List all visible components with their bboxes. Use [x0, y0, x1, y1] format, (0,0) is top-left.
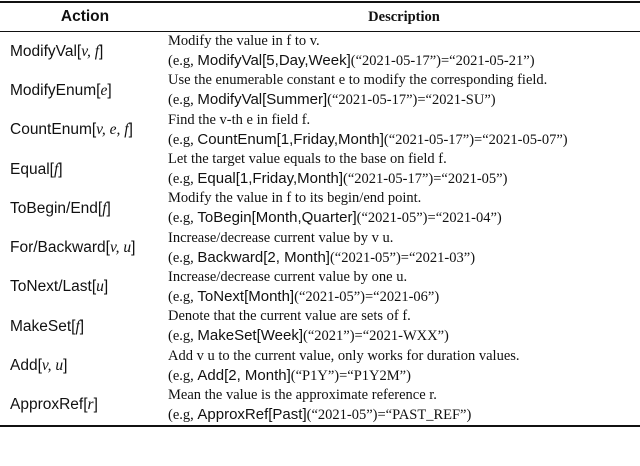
description-cell: [160, 111, 640, 150]
table-header: [0, 3, 640, 32]
action-args: u: [96, 278, 104, 296]
action-cell: ToBegin/End[f]: [10, 199, 111, 217]
action-cell: MakeSet[f]: [10, 317, 85, 335]
example-result: (“2021-05-17”)=“2021-05-07”): [383, 131, 568, 148]
action-name: CountEnum: [10, 121, 92, 139]
action-name: ToNext/Last: [10, 278, 92, 296]
description-cell: [160, 307, 640, 346]
example-result: (“P1Y”)=“P1Y2M”): [290, 367, 411, 384]
example-prefix: (e.g,: [168, 171, 198, 188]
description-text: Use the enumerable constant e to modify the corresponding field.: [168, 72, 548, 89]
description-text: Modify the value in f to v.: [168, 33, 320, 50]
example-call: ToNext[Month]: [197, 287, 295, 305]
table-row: [0, 228, 640, 267]
action-cell: Equal[f]: [10, 160, 63, 178]
action-name: MakeSet: [10, 317, 72, 335]
example-call: ModifyVal[Summer]: [197, 91, 328, 109]
example-result: (“2021-05”)=“PAST_REF”): [306, 406, 472, 423]
table-row: [0, 150, 640, 189]
action-cell: ApproxRef[r]: [10, 396, 98, 414]
example-prefix: (e.g,: [168, 367, 198, 384]
example-text: [168, 90, 640, 110]
example-result: (“2021-05”)=“2021-06”): [294, 288, 440, 305]
description-cell: [160, 189, 640, 228]
action-args: v, u: [109, 239, 132, 257]
example-call: ToBegin[Month,Quarter]: [197, 209, 357, 227]
header-action: Action: [60, 8, 110, 25]
example-prefix: (e.g,: [168, 210, 198, 227]
table-row: [0, 71, 640, 110]
example-result: (“2021-05-17”)=“2021-SU”): [327, 92, 496, 109]
action-name: Add: [10, 357, 38, 375]
description-text: Find the v-th e in field f.: [168, 111, 311, 128]
description-text: Let the target value equals to the base on field f.: [168, 151, 447, 168]
example-result: (“2021-05-17”)=“2021-05-21”): [350, 53, 535, 70]
action-name: ToBegin/End: [10, 199, 98, 217]
action-cell: For/Backward[v, u]: [10, 239, 136, 257]
table-row: [0, 268, 640, 307]
example-text: [168, 169, 640, 189]
example-call: ModifyVal[5,Day,Week]: [197, 52, 351, 70]
action-args: e: [100, 81, 108, 99]
action-name: ApproxRef: [10, 396, 84, 414]
example-result: (“2021”)=“2021-WXX”): [303, 328, 449, 345]
example-result: (“2021-05”)=“2021-03”): [329, 249, 476, 266]
action-cell: CountEnum[v, e, f]: [10, 121, 133, 139]
table-row: [0, 111, 640, 150]
action-name: For/Backward: [10, 239, 106, 257]
action-cell: ModifyVal[v, f]: [10, 42, 104, 60]
example-call: CountEnum[1,Friday,Month]: [197, 130, 384, 148]
action-args: v, u: [41, 357, 64, 375]
example-call: ApproxRef[Past]: [197, 405, 307, 423]
description-cell: [160, 268, 640, 307]
example-call: MakeSet[Week]: [197, 327, 303, 345]
description-cell: [160, 32, 640, 71]
example-prefix: (e.g,: [168, 406, 198, 423]
table-row: [0, 32, 640, 71]
action-args: r: [87, 396, 94, 414]
action-cell: Add[v, u]: [10, 357, 68, 375]
example-result: (“2021-05”)=“2021-04”): [356, 210, 502, 227]
action-cell: ModifyEnum[e]: [10, 81, 112, 99]
example-result: (“2021-05-17”)=“2021-05”): [343, 171, 508, 188]
example-call: Backward[2, Month]: [197, 248, 330, 266]
example-call: Add[2, Month]: [197, 366, 291, 384]
description-cell: [160, 71, 640, 110]
description-cell: [160, 229, 640, 268]
example-text: [168, 405, 640, 425]
action-args: f: [102, 199, 107, 217]
description-text: Denote that the current value are sets of f.: [168, 308, 411, 325]
action-args: f: [53, 160, 59, 178]
example-call: Equal[1,Friday,Month]: [197, 170, 344, 188]
description-cell: [160, 347, 640, 386]
action-name: ModifyVal: [10, 42, 77, 60]
example-text: [168, 248, 640, 268]
example-prefix: (e.g,: [168, 53, 198, 70]
header-description: Description: [368, 8, 440, 25]
example-prefix: (e.g,: [168, 328, 198, 345]
description-text: Modify the value in f to its begin/end point.: [168, 190, 422, 207]
action-name: ModifyEnum: [10, 81, 97, 99]
description-cell: [160, 386, 640, 425]
action-cell: ToNext/Last[u]: [10, 278, 109, 296]
action-args: f: [75, 317, 80, 335]
example-text: [168, 326, 640, 346]
example-text: [168, 366, 640, 386]
example-prefix: (e.g,: [168, 288, 198, 305]
example-text: [168, 51, 640, 71]
table-row: [0, 346, 640, 385]
table-body: [0, 32, 640, 425]
table-row: [0, 386, 640, 425]
example-prefix: (e.g,: [168, 131, 198, 148]
description-text: Increase/decrease current value by one u.: [168, 268, 408, 285]
actions-table: [0, 1, 640, 427]
table-row: [0, 307, 640, 346]
description-text: Mean the value is the approximate reference r.: [168, 386, 437, 403]
description-text: Add v u to the current value, only works for duration values.: [168, 347, 520, 364]
action-name: Equal: [10, 160, 50, 178]
action-args: v, e, f: [96, 121, 129, 139]
example-prefix: (e.g,: [168, 92, 198, 109]
description-cell: [160, 150, 640, 189]
example-text: [168, 130, 640, 150]
description-text: Increase/decrease current value by v u.: [168, 229, 394, 246]
example-text: [168, 287, 640, 307]
example-text: [168, 208, 640, 228]
action-args: v, f: [81, 42, 100, 60]
table-row: [0, 189, 640, 228]
example-prefix: (e.g,: [168, 249, 198, 266]
